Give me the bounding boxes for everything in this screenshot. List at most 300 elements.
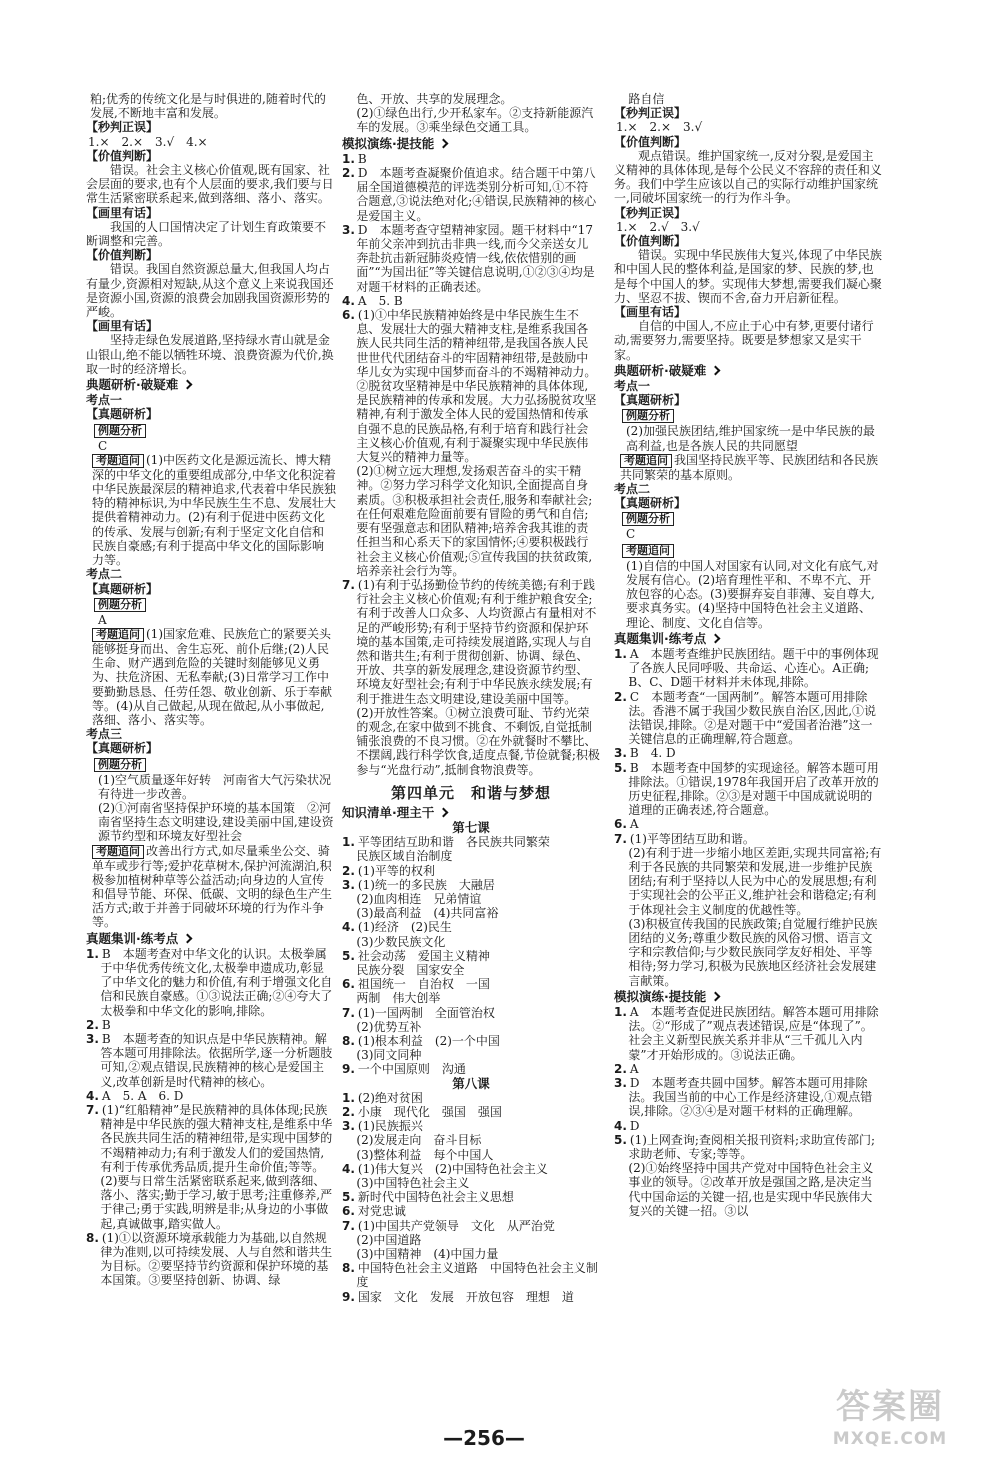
- section-heading: [614, 990, 882, 1004]
- sub-answer: [342, 963, 600, 977]
- tag-heading: [86, 149, 336, 163]
- list-item: [342, 1091, 600, 1105]
- block-text: D 本题考查守望精神家园。题干材料中“17年前父亲冲到抗击非典一线,而今父亲送女儿奔赴抗击新冠肺炎疫情一线,依依惜别的画面”“为国出征”等关键信息说明,①②③④均是对题干材料的正确表述。: [356, 222, 595, 294]
- sub-answer: [614, 846, 882, 917]
- block-text: 一个中国原则 沟通: [357, 1062, 466, 1077]
- exam-point-heading: [86, 567, 336, 581]
- boxed-label: [614, 543, 882, 558]
- list-item: [614, 1062, 882, 1076]
- block-text: (1)①以资源环境承载能力为基础,以自然规律为准则,以可持续发展、人与自然和谐共生为目标。②要坚持节约资源和保护环境的基本国策。③要坚持创新、协调、绿: [100, 1230, 333, 1288]
- block-text: D 本题考查共圆中国梦。解答本题可用排除法。我国当前的中心工作是经济建设,①观点错误,排除。②③④是对题干材料的正确理解。: [628, 1076, 873, 1119]
- list-item: [342, 1261, 600, 1289]
- block-text: 祖国统一 自治权 一国: [357, 977, 490, 992]
- paragraph: [614, 248, 882, 305]
- paragraph: [86, 333, 336, 376]
- indented-answer: [86, 439, 336, 453]
- box-label: 考题追问: [92, 628, 144, 642]
- block-text: (2)绝对贫困: [357, 1090, 423, 1105]
- block-text: 【价值判断】: [86, 248, 159, 263]
- sub-answer: [342, 1148, 600, 1162]
- item-number: 6.: [342, 977, 355, 992]
- sub-answer: [614, 917, 882, 988]
- sub-answer: [342, 464, 600, 578]
- block-text: (2)①树立远大理想,发扬艰苦奋斗的实干精神。②努力学习科学文化知识,全面提高自身素质。③积极承担社会责任,服务和奉献社会;在任何艰难危险面前要有冒险的勇气和自信;要有坚强意志和团队精神;培养舍我其谁的责任担当和心系天下的家国情怀;④要积极践行社会主义核心价值观;⑤宣传我国的扶贫政策,培养亲社会行为等。: [356, 464, 593, 578]
- block-text: (1)中医药文化是源远流长、博大精深的中华文化的重要组成部分,中华文化积淀着中华民族最深层的精神追求,代表着中华民族独特的精神标识,为中华民族生生不息、发展壮大提供着精神动力。(2)有利于促进中医药文化的传承、发展与创新;有利于坚定文化自信和民族自豪感;有利于提高中华文化的国际影响力等。: [92, 452, 336, 568]
- box-label: 考题追问: [622, 544, 674, 558]
- list-item: [614, 1005, 882, 1062]
- indented-answer: [614, 527, 882, 541]
- answer-line: [614, 120, 882, 134]
- block-text: (2)要与日常生活紧密联系起来,做到落细、落小、落实;勤于学习,敏于思考;注重修养,严于律己;勇于实践,明辨是非;从身边的小事做起,真诚做事,踏实做人。: [100, 1174, 333, 1231]
- item-number: 4.: [86, 1088, 99, 1103]
- list-item: [614, 832, 882, 846]
- block-text: (2)①河南省坚持保护环境的基本国策 ②河南省坚持生态文明建设,建设美丽中国,建设资源节约型和环境友好型社会: [98, 800, 334, 844]
- item-number: 3.: [86, 1031, 99, 1046]
- item-number: 7.: [342, 577, 355, 592]
- paragraph: [86, 262, 336, 319]
- continued-text: [86, 92, 336, 120]
- paragraph: [86, 220, 336, 248]
- item-number: 1.: [614, 646, 627, 661]
- item-number: 4.: [342, 1161, 355, 1176]
- block-text: 平等团结互助和谐 各民族共同繁荣: [357, 835, 550, 850]
- sub-answer: [342, 906, 600, 920]
- list-item: [342, 1190, 600, 1204]
- chevron-right-icon: [711, 991, 721, 1001]
- block-text: (1)上网查询;查阅相关报刊资料;求助宣传部门;求助老师、专家;等等。: [628, 1132, 876, 1162]
- tag-heading: [86, 741, 336, 755]
- boxed-label: [86, 423, 336, 438]
- block-text: 【真题研析】: [614, 496, 687, 511]
- block-text: D: [629, 1118, 640, 1133]
- block-text: D 本题考查凝聚价值追求。结合题干中第八届全国道德模范的评选类别分析可知,①不符合题意,③说法绝对化;④错误,民族精神的核心是爱国主义。: [356, 166, 597, 223]
- paragraph: [614, 319, 882, 362]
- block-text: 【真题研析】: [86, 741, 159, 756]
- answer-line: [614, 220, 882, 234]
- sub-answer: [86, 1174, 336, 1231]
- chevron-right-icon: [183, 933, 193, 943]
- item-number: 5.: [342, 1190, 355, 1205]
- list-item: [614, 817, 882, 831]
- block-text: 错误。实现中华民族伟大复兴,体现了中华民族和中国人民的整体利益,是国家的梦、民族的梦,也是每个中国人的梦。实现伟大梦想,需要我们凝心聚力、坚忍不拔、锲而不舍,奋力开启新征程。: [614, 248, 882, 305]
- block-text: 典题研析·破疑难: [86, 377, 179, 393]
- item-number: 3.: [342, 1119, 355, 1134]
- block-text: A 本题考查维护民族团结。题干中的事例体现了各族人民同呼吸、共命运、心连心。A正确;B、C、D题干材料并未体现,排除。: [628, 646, 879, 690]
- block-text: 自信的中国人,不应止于心中有梦,更要付诸行动,需要努力,需要坚持。既要是梦想家又是实干家。: [614, 319, 874, 362]
- block-text: (1)统一的多民族 大融居: [357, 877, 495, 892]
- tag-heading: [614, 393, 882, 407]
- tag-heading: [86, 319, 336, 333]
- block-text: (2)①始终坚持中国共产党对中国特色社会主义事业的领导。②改革开放是强国之路,是决定当代中国命运的关键一招,也是实现中华民族伟大复兴的关键一招。③以: [628, 1161, 874, 1218]
- list-item: [342, 1219, 600, 1233]
- item-number: 7.: [86, 1103, 99, 1117]
- block-text: 【真题研析】: [614, 393, 687, 408]
- exam-point-heading: [86, 727, 336, 741]
- block-text: 【价值判断】: [614, 134, 687, 149]
- answer-line: [86, 135, 336, 149]
- item-number: 1.: [86, 946, 99, 961]
- block-text: 【画里有话】: [86, 319, 159, 334]
- block-text: (1)平等的权利: [357, 863, 435, 878]
- block-text: (2)血肉相连 兄弟情谊: [356, 891, 482, 906]
- list-item: [342, 949, 600, 963]
- exam-point-heading: [614, 379, 882, 393]
- list-item: [342, 1290, 600, 1304]
- block-text: B 本题考查中国梦的实现途径。解答本题可用排除法。①错误,1978年我国开启了改革开放的历史征程,排除。②③是对题干中国成就说明的道理的正确表述,符合题意。: [628, 760, 879, 818]
- block-text: (2)①绿色出行,少开私家车。②支持新能源汽车的发展。③乘坐绿色交通工具。: [356, 106, 594, 135]
- sub-answer: [342, 1020, 600, 1034]
- list-item: [86, 1231, 336, 1288]
- block-text: C: [98, 438, 108, 453]
- block-text: 第四单元 和谐与梦想: [390, 783, 551, 802]
- indented-answer: [86, 773, 336, 801]
- block-text: 错误。我国自然资源总量大,但我国人均占有量少,资源相对短缺,从这个意义上来说我国还是资源小国,资源的浪费会加剧我国资源形势的严峻。: [86, 262, 334, 320]
- tag-heading: [86, 248, 336, 262]
- item-number: 2.: [614, 1061, 627, 1076]
- block-text: (1)平等团结互助和谐。: [629, 831, 755, 846]
- block-text: 知识清单·理主干: [342, 804, 435, 820]
- tag-heading: [614, 234, 882, 248]
- item-number: 1.: [342, 835, 355, 850]
- block-text: 对党忠诚: [357, 1204, 406, 1219]
- block-text: 【价值判断】: [86, 148, 159, 163]
- block-text: A: [98, 612, 107, 627]
- section-heading: [342, 137, 600, 151]
- block-text: (1)①中华民族精神始终是中华民族生生不息、发展壮大的强大精神支柱,是维系我国各族人民共同生活的精神纽带,是我国各族人民世世代代团结奋斗的牢固精神纽带,是鼓励中华儿女为实现中国梦而奋斗的不竭精神动力。②脱贫攻坚精神是中华民族精神的具体体现,是民族精神的传承和发展。大力弘扬脱贫攻坚精神,有利于激发全体人民的爱国热情和传承自强不息的民族品格,有利于培育和践行社会主义核心价值观,有利于凝聚实现中华民族伟大复兴的精神力量等。: [356, 308, 597, 465]
- block-text: 1.× 2.× 3.√: [616, 120, 703, 135]
- block-text: B: [101, 1017, 111, 1032]
- list-item: [614, 647, 882, 690]
- list-item: [342, 1034, 600, 1048]
- item-number: 6.: [342, 308, 355, 323]
- box-label: 例题分析: [622, 409, 674, 423]
- block-text: 典题研析·破疑难: [614, 362, 707, 378]
- indented-answer: [614, 559, 882, 630]
- block-text: (1)民族振兴: [357, 1119, 423, 1134]
- list-item: [342, 1119, 600, 1133]
- block-text: (1)有利于弘扬勤俭节约的传统美德;有利于践行社会主义核心价值观;有利于维护粮食安全;有利于改善人口众多、人均资源占有量相对不足的严峻形势;有利于坚持节约资源和保护环境的基本国策,走可持续发展道路,实现人与自然和谐共生;有利于贯彻创新、协调、绿色、开放、共享的新发展理念,建设资源节约型、环境友好型社会;有利于中华民族永续发展;有利于推进生态文明建设,建设美丽中国等。: [356, 577, 597, 706]
- item-number: 8.: [86, 1230, 99, 1245]
- block-text: (2)加强民族团结,维护国家统一是中华民族的最高利益,也是各族人民的共同愿望: [626, 424, 875, 453]
- block-text: (1)根本利益 (2)一个中国: [357, 1034, 500, 1048]
- tag-heading: [86, 206, 336, 220]
- sub-answer: [614, 1161, 882, 1218]
- indented-answer: [86, 613, 336, 627]
- block-text: 小康 现代化 强国 强国: [357, 1105, 502, 1120]
- block-text: C: [626, 527, 636, 542]
- watermark-logo-text: 答案圈: [836, 1387, 944, 1427]
- block-text: 【秒判正误】: [614, 205, 687, 220]
- list-item: [342, 294, 600, 308]
- item-number: 1.: [342, 151, 355, 166]
- block-text: 【秒判正误】: [614, 106, 687, 121]
- item-number: 4.: [342, 920, 355, 935]
- block-text: 1.× 2.× 3.√ 4.×: [88, 134, 208, 149]
- block-text: (1)自信的中国人对国家有认同,对文化有底气,对发展有信心。(2)培育理性平和、不卑不亢、开放包容的心态。(3)要摒弃妄自菲薄、妄自尊大,要求真务实。(4)坚持中国特色社会主义道路、理论、制度、文化自信等。: [626, 558, 879, 630]
- item-number: 2.: [86, 1017, 99, 1032]
- list-item: [342, 977, 600, 991]
- list-item: [614, 746, 882, 760]
- block-text: (2)发展走向 奋斗目标: [356, 1133, 482, 1148]
- item-number: 9.: [342, 1289, 355, 1304]
- tag-heading: [614, 106, 882, 120]
- sub-answer: [342, 1048, 600, 1062]
- block-text: 国家 文化 发展 开放包容 理想 道: [357, 1289, 574, 1304]
- indented-answer: [86, 801, 336, 844]
- block-text: 模拟演练·提技能: [342, 135, 435, 151]
- item-number: 5.: [614, 1132, 627, 1147]
- block-text: 考点二: [614, 482, 651, 497]
- block-text: (1)一国两制 全面管治权: [357, 1005, 495, 1020]
- block-text: A 5. A 6. D: [101, 1088, 184, 1103]
- box-label: 考题追问: [92, 845, 144, 859]
- column-right: [614, 92, 882, 1422]
- sub-answer: [342, 706, 600, 777]
- block-text: 错误。社会主义核心价值观,既有国家、社会层面的要求,也有个人层面的要求,我们要与日常生活紧密联系起来,做到落细、落小、落实。: [86, 163, 334, 206]
- sub-answer: [342, 892, 600, 906]
- lesson-title: [342, 821, 600, 835]
- block-text: 改善出行方式,如尽量乘坐公交、骑单车或步行等;爱护花草树木,保护河流湖泊,积极参加植树种草等公益活动;向身边的人宣传和倡导节能、环保、低碳、文明的绿色生产生活方式;敢于并善于同破坏环境的行为作斗争等。: [92, 843, 333, 930]
- box-label: 考题追问: [92, 454, 144, 468]
- follow-up-question: [614, 453, 882, 482]
- block-text: 色、开放、共享的发展理念。: [356, 92, 513, 106]
- exam-point-heading: [614, 482, 882, 496]
- block-text: 新时代中国特色社会主义思想: [357, 1190, 514, 1205]
- sub-answer: [342, 106, 600, 134]
- follow-up-question: [86, 844, 336, 930]
- item-number: 3.: [342, 222, 355, 237]
- block-text: 考点一: [614, 379, 651, 394]
- block-text: (3)中国特色社会主义: [356, 1176, 470, 1191]
- block-text: 【画里有话】: [86, 205, 159, 220]
- item-number: 7.: [342, 1218, 355, 1233]
- section-heading: [86, 378, 336, 392]
- block-text: 两制 伟大创举: [356, 991, 441, 1006]
- block-text: (1)空气质量逐年好转 河南省大气污染状况有待进一步改善。: [98, 772, 331, 801]
- box-label: 例题分析: [94, 598, 146, 612]
- block-text: B 本题考查的知识点是中华民族精神。解答本题可用排除法。依据所学,逐一分析题肢可知,②观点错误,民族精神的核心是爱国主义,改革创新是时代精神的核心。: [100, 1031, 333, 1089]
- block-text: 第七课: [452, 819, 490, 835]
- block-text: 【画里有话】: [614, 305, 687, 320]
- list-item: [86, 1103, 336, 1174]
- item-number: 2.: [342, 863, 355, 878]
- block-text: 民族分裂 国家安全: [356, 962, 465, 977]
- item-number: 8.: [342, 1034, 355, 1048]
- block-text: 真题集训·练考点: [614, 630, 707, 646]
- list-item: [342, 1062, 600, 1076]
- sub-answer: [342, 849, 600, 863]
- tag-heading: [86, 407, 336, 421]
- sub-answer: [342, 1247, 600, 1261]
- sub-answer: [342, 991, 600, 1005]
- block-text: (2)有利于进一步缩小地区差距,实现共同富裕;有利于各民族的共同繁荣和发展,进一步维护民族团结;有利于坚持以人民为中心的发展思想;有利于实现社会的公平正义,维护社会和谐稳定;有利于体现社会主义制度的优越性等。: [628, 845, 882, 917]
- block-text: C 本题考查“一国两制”。解答本题可用排除法。香港不属于我国少数民族自治区,因此,①说法错误,排除。②是对题干中“爱国者治港”这一关键信息的正确理解,符合题意。: [628, 689, 877, 747]
- item-number: 1.: [342, 1090, 355, 1105]
- block-text: (1)“红船精神”是民族精神的具体体现;民族精神是中华民族的强大精神支柱,是维系中华各民族共同生活的精神纽带,是实现中国梦的不竭精神动力;有利于激发人们的爱国热情,有利于传承优秀品质,提升生命价值;等等。: [100, 1103, 333, 1174]
- block-text: A 5. B: [357, 293, 403, 308]
- box-label: 例题分析: [622, 512, 674, 526]
- column-left: [86, 92, 336, 1422]
- tag-heading: [86, 582, 336, 596]
- watermark-site-text: MXQE.COM: [832, 1429, 948, 1449]
- lesson-title: [342, 1077, 600, 1091]
- item-number: 9.: [342, 1062, 355, 1077]
- block-text: 第八课: [452, 1075, 490, 1091]
- list-item: [342, 1105, 600, 1119]
- page-number: —256—: [443, 1426, 525, 1450]
- column-middle: [342, 92, 600, 1422]
- list-item: [342, 864, 600, 878]
- block-text: 考点二: [86, 567, 123, 582]
- block-text: (1)伟大复兴 (2)中国特色社会主义: [357, 1161, 548, 1176]
- sub-answer: [342, 1176, 600, 1190]
- block-text: (3)少数民族文化: [356, 934, 446, 949]
- block-text: (3)最高利益 (4)共同富裕: [356, 906, 499, 921]
- block-text: (3)同文同种: [356, 1048, 422, 1063]
- list-item: [342, 920, 600, 934]
- item-number: 2.: [614, 689, 627, 704]
- block-text: 我国的人口国情决定了计划生育政策要不断调整和完善。: [86, 219, 327, 249]
- list-item: [342, 878, 600, 892]
- block-text: A: [629, 817, 639, 832]
- block-text: B: [357, 151, 367, 166]
- item-number: 6.: [342, 1204, 355, 1219]
- block-text: (1)国家危难、民族危亡的紧要关头能够挺身而出、舍生忘死、前仆后继;(2)人民生命、财产遇到危险的关键时刻能够见义勇为、扶危济困、无私奉献;(3)日常学习工作中要勤勤恳恳、任劳任怨、敬业创新、乐于奉献等。(4)从自己做起,从现在做起,从小事做起,落细、落小、落实等。: [92, 626, 333, 727]
- item-number: 5.: [342, 948, 355, 963]
- box-label: 考题追问: [620, 454, 672, 468]
- watermark-logo: [790, 1386, 990, 1460]
- list-item: [614, 690, 882, 747]
- item-number: 5.: [614, 760, 627, 775]
- block-text: 粕;优秀的传统文化是与时俱进的,随着时代的发展,不断地丰富和发展。: [90, 92, 326, 121]
- item-number: 3.: [614, 1076, 627, 1090]
- exam-point-heading: [86, 393, 336, 407]
- sub-answer: [342, 1233, 600, 1247]
- section-heading: [614, 364, 882, 378]
- block-text: (2)中国道路: [356, 1232, 422, 1247]
- block-text: 民族区域自治制度: [356, 849, 453, 864]
- boxed-label: [86, 757, 336, 772]
- tag-heading: [614, 305, 882, 319]
- block-text: (3)积极宣传我国的民族政策;自觉履行维护民族团结的义务;尊重少数民族的风俗习惯、语言文字和宗教信仰;与少数民族同学友好相处、平等相待;努力学习,积极为民族地区经济社会发展建言献策。: [628, 916, 878, 988]
- chevron-right-icon: [711, 365, 721, 375]
- box-label: 例题分析: [94, 424, 146, 438]
- chevron-right-icon: [439, 138, 449, 148]
- item-number: 4.: [614, 1118, 627, 1133]
- indented-answer: [614, 424, 882, 452]
- block-text: 【秒判正误】: [86, 120, 159, 135]
- tag-heading: [614, 496, 882, 510]
- list-item: [86, 1089, 336, 1103]
- list-item: [342, 1204, 600, 1218]
- unit-title: [342, 784, 600, 802]
- chevron-right-icon: [439, 807, 449, 817]
- tag-heading: [614, 135, 882, 149]
- item-number: 8.: [342, 1261, 355, 1276]
- boxed-label: [614, 408, 882, 423]
- block-text: A 本题考查促进民族团结。解答本题可用排除法。②“形成了”观点表述错误,应是“体现了”。社会主义新型民族关系并非从“三千孤儿入内蒙”才开始形成的。③说法正确。: [628, 1004, 879, 1062]
- block-text: 观点错误。维护国家统一,反对分裂,是爱国主义精神的具体体现,是每个公民义不容辞的责任和义务。我们中学生应该以自己的实际行动维护国家统一,同破坏国家统一的行为作斗争。: [614, 148, 882, 206]
- block-text: 路自信: [628, 92, 665, 106]
- box-label: 例题分析: [94, 758, 146, 772]
- list-item: [86, 947, 336, 1018]
- block-text: 真题集训·练考点: [86, 930, 179, 946]
- item-number: 2.: [342, 166, 355, 181]
- block-text: (1)经济 (2)民生: [357, 920, 452, 935]
- block-text: 【真题研析】: [86, 581, 159, 596]
- block-text: (3)整体利益 每个中国人: [356, 1147, 494, 1162]
- list-item: [86, 1032, 336, 1089]
- item-number: 3.: [342, 877, 355, 892]
- item-number: 7.: [342, 1005, 355, 1020]
- block-text: 社会动荡 爱国主义精神: [357, 948, 490, 963]
- tag-heading: [614, 206, 882, 220]
- block-text: 考点一: [86, 393, 123, 408]
- list-item: [342, 308, 600, 464]
- sub-answer: [342, 92, 600, 106]
- block-text: 1.× 2.√ 3.√: [616, 219, 700, 234]
- boxed-label: [86, 597, 336, 612]
- block-text: B 4. D: [629, 746, 676, 761]
- section-heading: [86, 932, 336, 946]
- block-text: (2)优势互补: [356, 1019, 422, 1034]
- list-item: [342, 578, 600, 706]
- paragraph: [614, 149, 882, 206]
- list-item: [614, 761, 882, 818]
- list-item: [614, 1133, 882, 1161]
- tag-heading: [86, 120, 336, 134]
- chevron-right-icon: [711, 633, 721, 643]
- item-number: 1.: [614, 1004, 627, 1019]
- chevron-right-icon: [183, 380, 193, 390]
- block-text: 模拟演练·提技能: [614, 988, 707, 1004]
- list-item: [342, 152, 600, 166]
- block-text: 【价值判断】: [614, 234, 687, 249]
- list-item: [342, 166, 600, 223]
- sub-answer: [614, 92, 882, 106]
- section-heading: [614, 632, 882, 646]
- block-text: 考点三: [86, 727, 123, 742]
- item-number: 7.: [614, 831, 627, 846]
- block-text: (2)开放性答案。①树立浪费可耻、节约光荣的观念,在家中做到不挑食、不剩饭,自觉抵制铺张浪费的不良习惯。②在外就餐时不攀比、不摆阔,践行科学饮食,适度点餐,节俭就餐;积极参与“光盘行动”,抵制食物浪费等。: [356, 705, 600, 777]
- item-number: 3.: [614, 746, 627, 761]
- item-number: 2.: [342, 1105, 355, 1120]
- list-item: [614, 1119, 882, 1133]
- sub-answer: [342, 1133, 600, 1147]
- list-item: [342, 835, 600, 849]
- block-text: 坚持走绿色发展道路,坚持绿水青山就是金山银山,绝不能以牺牲环境、浪费资源为代价,换取一时的经济增长。: [86, 333, 334, 376]
- block-text: 【真题研析】: [86, 407, 159, 422]
- list-item: [614, 1076, 882, 1119]
- block-text: (3)中国精神 (4)中国力量: [356, 1247, 499, 1262]
- list-item: [342, 1162, 600, 1176]
- block-text: 我国坚持民族平等、民族团结和各民族共同繁荣的基本原则。: [620, 452, 879, 482]
- list-item: [342, 223, 600, 294]
- boxed-label: [614, 511, 882, 526]
- item-number: 4.: [342, 293, 355, 308]
- block-text: A: [629, 1061, 639, 1076]
- list-item: [86, 1018, 336, 1032]
- sub-answer: [342, 935, 600, 949]
- block-text: B 本题考查对中华文化的认识。太极拳属于中华优秀传统文化,太极拳申遗成功,彰显了中华文化的魅力和价值,有利于增强文化自信和民族自豪感。①③说法正确;②④夸大了太极拳和中华文化的影响,排除。: [100, 946, 333, 1018]
- section-heading: [342, 806, 600, 820]
- paragraph: [86, 163, 336, 206]
- follow-up-question: [86, 453, 336, 567]
- follow-up-question: [86, 627, 336, 727]
- block-text: 中国特色社会主义道路 中国特色社会主义制度: [356, 1261, 598, 1290]
- item-number: 6.: [614, 817, 627, 832]
- block-text: (1)中国共产党领导 文化 从严治党: [357, 1218, 555, 1233]
